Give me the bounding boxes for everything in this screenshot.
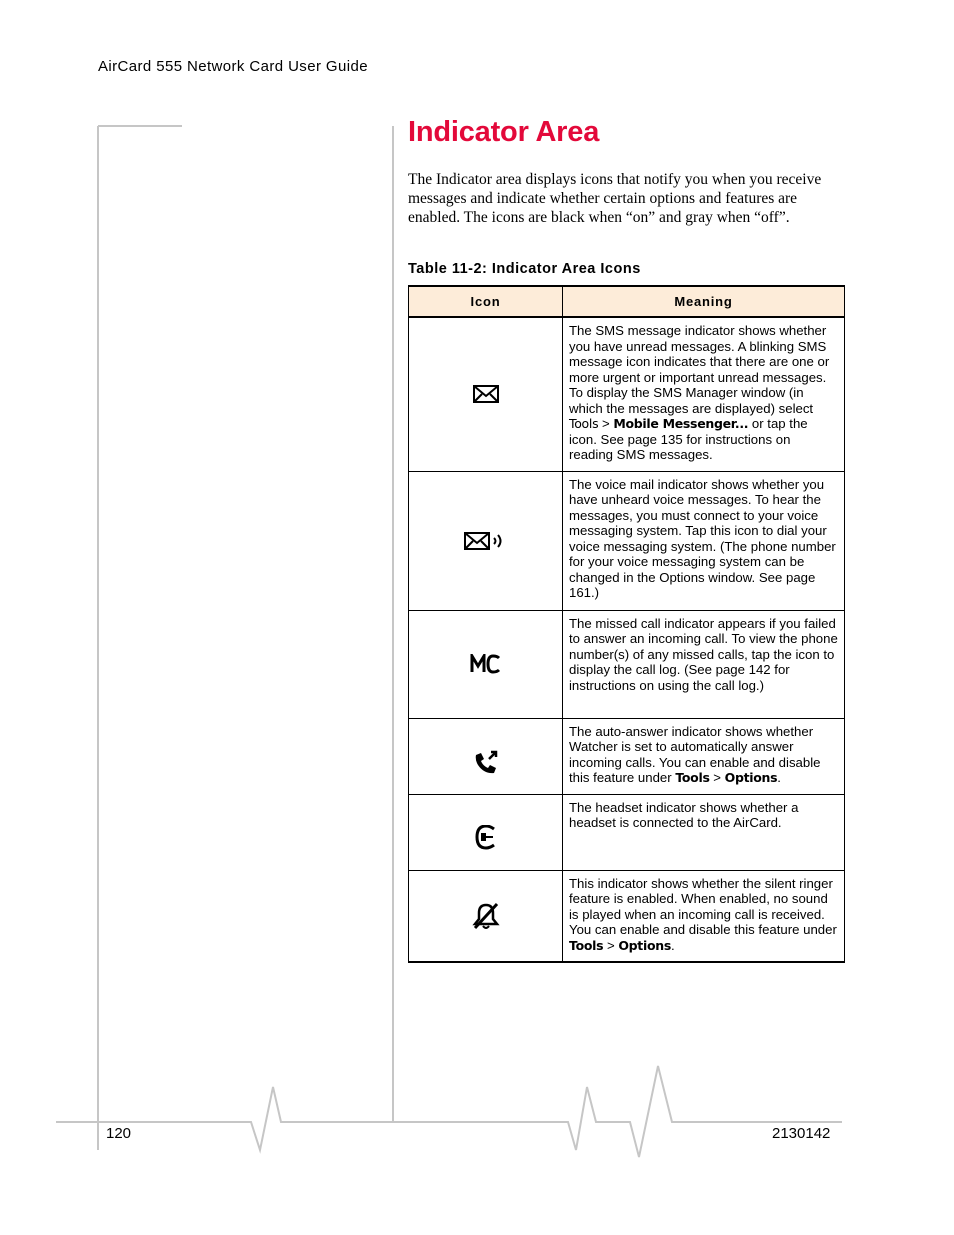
table-row <box>409 610 845 718</box>
silent-ringer-icon <box>409 901 562 931</box>
meaning-text: The voice mail indicator shows whether you have unheard voice messages. To hear the messages, you must connect to your voice messaging system. Tap this icon to dial your voice messaging system. (The phone number for your voice messaging system can be changed in the Options window. See page 161.) <box>569 476 836 600</box>
voice-mail-icon <box>409 531 562 551</box>
menu-path-tools: Tools <box>675 770 710 785</box>
meaning-text-end: . <box>670 937 675 953</box>
menu-path-mobile-messenger: Mobile Messenger... <box>613 416 749 431</box>
menu-path-tools: Tools <box>569 416 599 431</box>
table-row <box>409 718 845 794</box>
column-header-meaning: Meaning <box>563 286 845 317</box>
table-row <box>409 870 845 962</box>
document-number: 2130142 <box>772 1125 831 1142</box>
table-row <box>409 317 845 471</box>
meaning-text: The headset indicator shows whether a headset is connected to the AirCard. <box>569 799 799 830</box>
table-caption: Table 11-2: Indicator Area Icons <box>408 261 641 277</box>
page-number: 120 <box>106 1125 132 1142</box>
meaning-text-end: . <box>777 770 781 785</box>
menu-separator: > <box>709 770 725 785</box>
sms-message-icon <box>409 385 562 403</box>
missed-call-icon <box>409 654 562 674</box>
menu-separator: > <box>598 416 614 431</box>
table-row <box>409 471 845 610</box>
meaning-text: The SMS message indicator shows whether you have unread messages. A blinking SMS message icon indicates that there are one or more urgent or important unread messages. To display the SMS Manager window (in which the messages are displayed) select <box>569 323 830 416</box>
table-row <box>409 794 845 870</box>
table-header-row <box>409 286 845 317</box>
menu-path-tools: Tools <box>569 937 604 953</box>
meaning-text: This indicator shows whether the silent ringer feature is enabled. When enabled, no sound is played when an incoming call is received. You can enable and disable this feature under <box>569 875 837 937</box>
meaning-text: The auto-answer indicator shows whether Watcher is set to automatically answer incoming calls. You can enable and disable this feature under <box>569 723 821 785</box>
menu-path-options: Options <box>724 770 778 785</box>
menu-path-options: Options <box>618 937 671 953</box>
section-title: Indicator Area <box>408 116 600 148</box>
auto-answer-icon <box>409 749 562 777</box>
running-header: AirCard 555 Network Card User Guide <box>98 58 368 75</box>
intro-paragraph: The Indicator area displays icons that notify you when you receive messages and indicate whether certain options and features are enabled. The icons are black when “on” and gray when “off”. <box>408 171 822 227</box>
headset-icon <box>409 825 562 851</box>
menu-separator: > <box>603 937 619 953</box>
meaning-text: The missed call indicator appears if you failed to answer an incoming call. To view the phone number(s) of any missed calls, tap the icon to display the call log. (See page 142 for instructions on using the call log.) <box>569 615 838 693</box>
indicator-icons-table <box>408 285 845 963</box>
meaning-text-end: or tap the icon. See page 135 for instructions on reading SMS messages. <box>569 416 808 462</box>
column-header-icon: Icon <box>409 286 563 317</box>
